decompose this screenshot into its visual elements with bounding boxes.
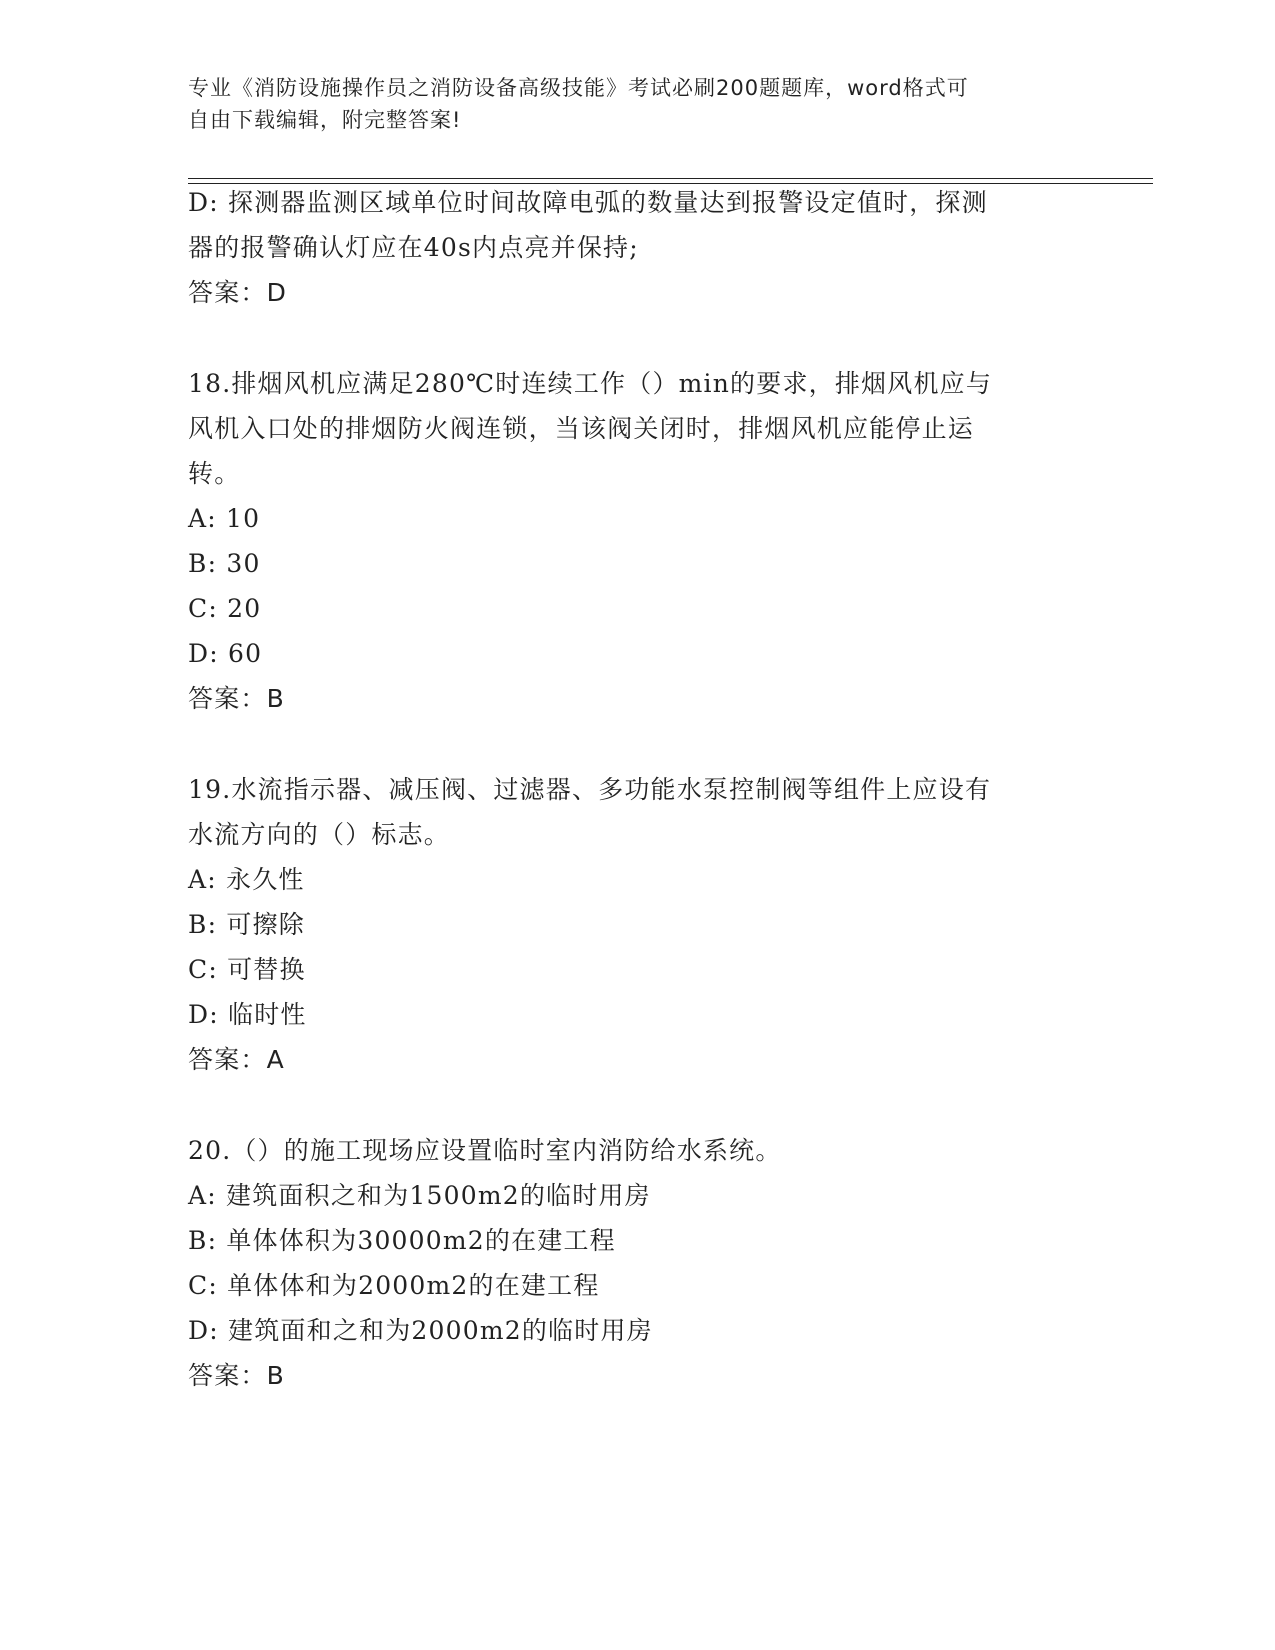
question-stem-line: 风机入口处的排烟防火阀连锁，当该阀关闭时，排烟风机应能停止运 bbox=[188, 414, 975, 443]
spacer bbox=[188, 1082, 1078, 1128]
option-d: D: 临时性 bbox=[188, 1000, 307, 1029]
question-20 bbox=[188, 1128, 1078, 1398]
option-b: B: 30 bbox=[188, 549, 261, 578]
option-a: A: 建筑面积之和为1500m2的临时用房 bbox=[188, 1181, 651, 1210]
question-stem-line: 20.（）的施工现场应设置临时室内消防给水系统。 bbox=[188, 1136, 782, 1165]
header-divider-top bbox=[188, 178, 1153, 179]
answer-line: 答案：B bbox=[188, 684, 285, 713]
option-b: B: 单体体积为30000m2的在建工程 bbox=[188, 1226, 616, 1255]
answer-line: 答案：D bbox=[188, 278, 288, 307]
header-line-1: 专业《消防设施操作员之消防设备高级技能》考试必刷200题题库，word格式可 bbox=[188, 76, 969, 100]
document-header bbox=[188, 72, 1068, 136]
question-18 bbox=[188, 361, 1078, 721]
continued-question bbox=[188, 180, 1078, 315]
option-c: C: 可替换 bbox=[188, 955, 306, 984]
question-19 bbox=[188, 767, 1078, 1082]
option-a: A: 永久性 bbox=[188, 865, 305, 894]
question-body bbox=[188, 180, 1078, 1398]
answer-line: 答案：B bbox=[188, 1361, 285, 1390]
option-b: B: 可擦除 bbox=[188, 910, 305, 939]
option-c: C: 20 bbox=[188, 594, 262, 623]
option-d: D: 建筑面和之和为2000m2的临时用房 bbox=[188, 1316, 653, 1345]
question-stem-line: 转。 bbox=[188, 459, 241, 488]
option-d-line-2: 器的报警确认灯应在40s内点亮并保持; bbox=[188, 233, 639, 262]
spacer bbox=[188, 721, 1078, 767]
option-a: A: 10 bbox=[188, 504, 261, 533]
answer-line: 答案：A bbox=[188, 1045, 285, 1074]
question-stem-line: 19.水流指示器、减压阀、过滤器、多功能水泵控制阀等组件上应设有 bbox=[188, 775, 992, 804]
header-line-2: 自由下载编辑，附完整答案! bbox=[188, 108, 462, 132]
option-c: C: 单体体和为2000m2的在建工程 bbox=[188, 1271, 600, 1300]
question-stem-line: 18.排烟风机应满足280℃时连续工作（）min的要求，排烟风机应与 bbox=[188, 369, 993, 398]
question-stem-line: 水流方向的（）标志。 bbox=[188, 820, 451, 849]
option-d: D: 60 bbox=[188, 639, 263, 668]
option-d-line-1: D: 探测器监测区域单位时间故障电弧的数量达到报警设定值时，探测 bbox=[188, 188, 988, 217]
spacer bbox=[188, 315, 1078, 361]
